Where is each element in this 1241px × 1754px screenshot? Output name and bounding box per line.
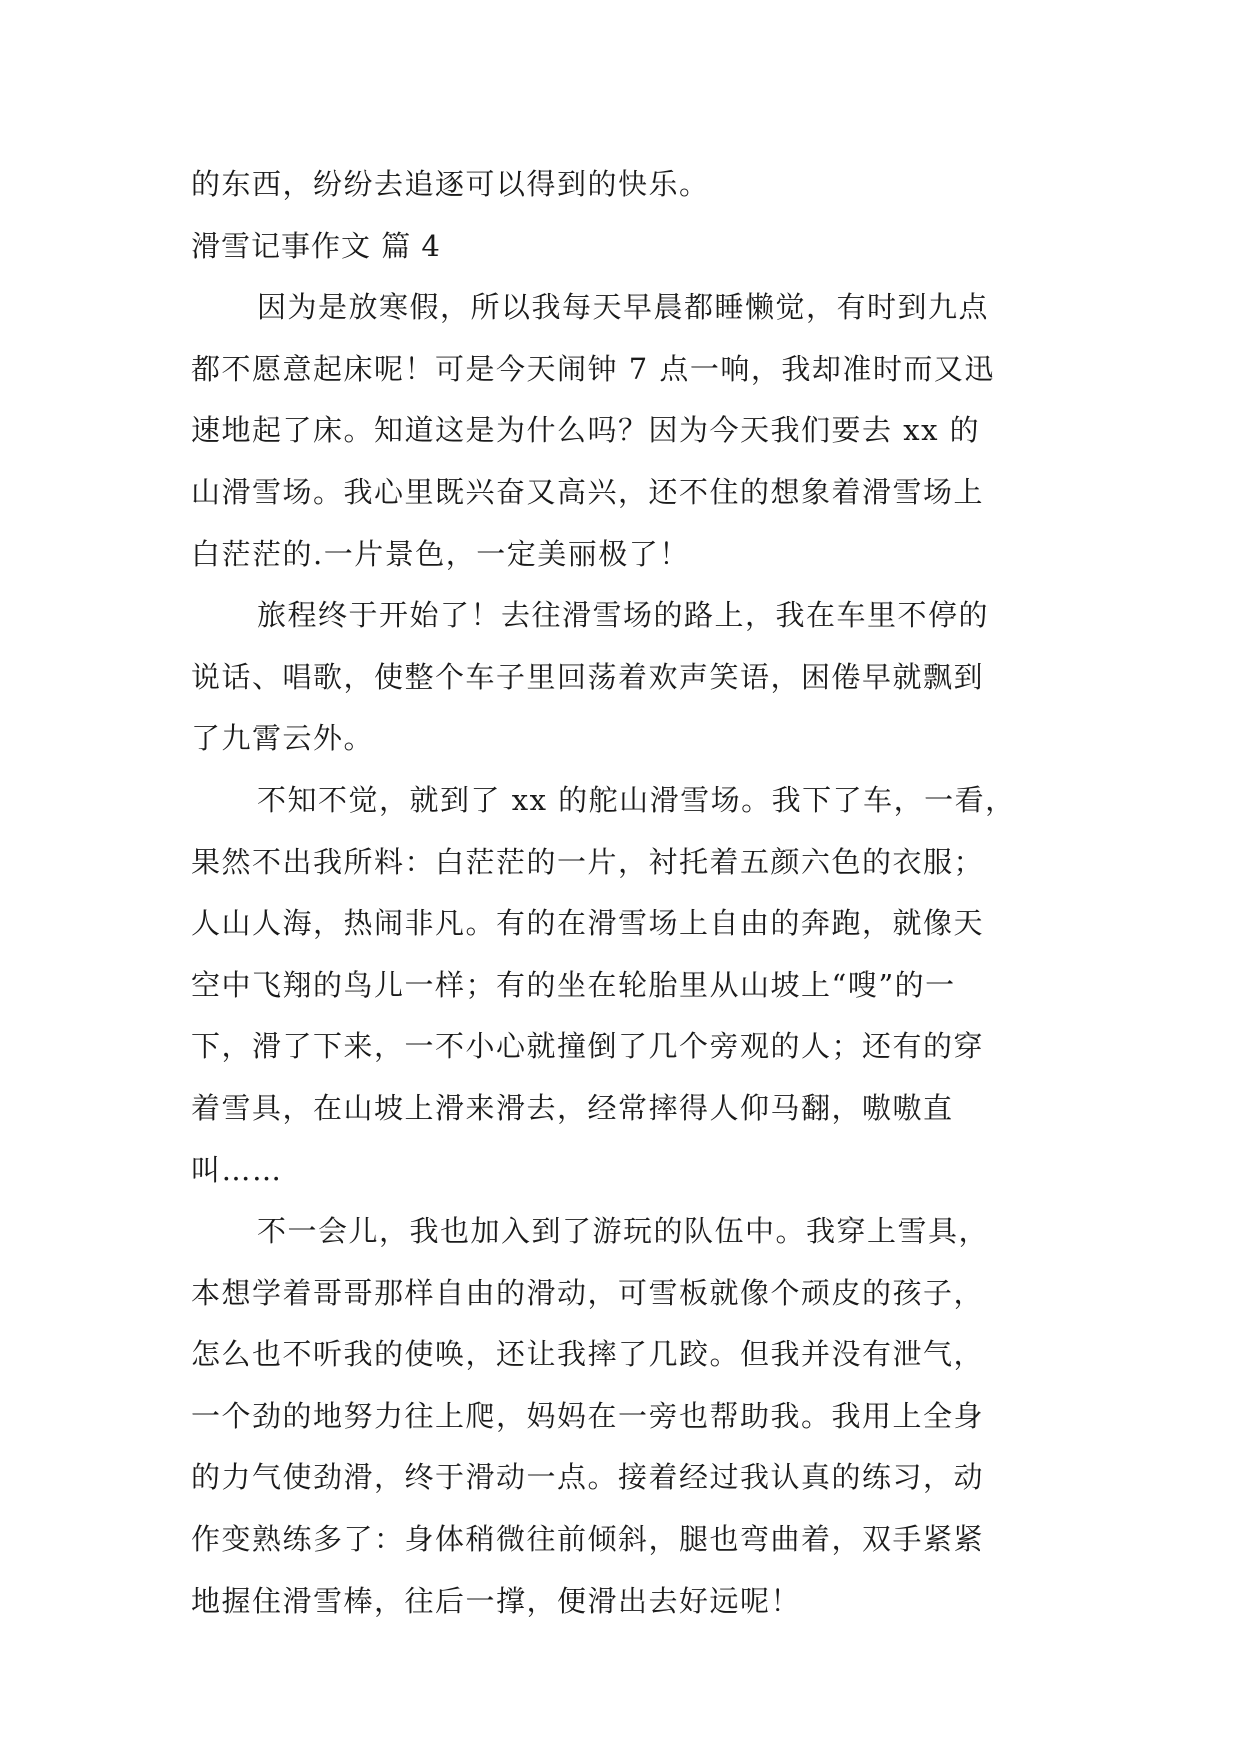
text-line: 白茫茫的.一片景色，一定美丽极了！ — [191, 536, 690, 571]
document-body — [191, 154, 1051, 1632]
paragraph-first-line: 不一会儿，我也加入到了游玩的队伍中。我穿上雪具， — [257, 1214, 990, 1249]
text-line: 本想学着哥哥那样自由的滑动，可雪板就像个顽皮的孩子， — [191, 1275, 985, 1310]
text-line: 怎么也不听我的使唤，还让我摔了几跤。但我并没有泄气， — [191, 1337, 985, 1372]
text-line: 叫…… — [191, 1152, 283, 1187]
text-line: 空中飞翔的鸟儿一样；有的坐在轮胎里从山坡上“嗖”的一 — [191, 967, 956, 1002]
text-line: 一个劲的地努力往上爬，妈妈在一旁也帮助我。我用上全身 — [191, 1398, 985, 1433]
text-line: 地握住滑雪棒，往后一撑，便滑出去好远呢！ — [191, 1583, 802, 1618]
text-line: 了九霄云外。 — [191, 721, 375, 756]
text-line: 作变熟练多了：身体稍微往前倾斜，腿也弯曲着，双手紧紧 — [191, 1522, 985, 1557]
text-line: 速地起了床。知道这是为什么吗？因为今天我们要去 xx 的 — [191, 413, 981, 448]
paragraph-first-line: 不知不觉，就到了 xx 的舵山滑雪场。我下了车，一看， — [257, 782, 1016, 817]
paragraph-first-line: 旅程终于开始了！去往滑雪场的路上，我在车里不停的 — [257, 598, 990, 633]
text-line: 果然不出我所料：白茫茫的一片，衬托着五颜六色的衣服； — [191, 844, 985, 879]
text-line: 山滑雪场。我心里既兴奋又高兴，还不住的想象着滑雪场上 — [191, 474, 985, 509]
paragraph-first-line: 因为是放寒假，所以我每天早晨都睡懒觉，有时到九点 — [257, 290, 990, 325]
text-line: 下，滑了下来，一不小心就撞倒了几个旁观的人；还有的穿 — [191, 1029, 985, 1064]
text-line: 人山人海，热闹非凡。有的在滑雪场上自由的奔跑，就像天 — [191, 906, 985, 941]
text-line: 着雪具，在山坡上滑来滑去，经常摔得人仰马翻，嗷嗷直 — [191, 1090, 954, 1125]
text-line: 的东西，纷纷去追逐可以得到的快乐。 — [191, 167, 710, 201]
section-heading: 滑雪记事作文 篇 4 — [191, 228, 441, 263]
text-line: 都不愿意起床呢！可是今天闹钟 7 点一响，我却准时而又迅 — [191, 351, 995, 386]
text-line: 的力气使劲滑，终于滑动一点。接着经过我认真的练习，动 — [191, 1460, 985, 1495]
text-line: 说话、唱歌，使整个车子里回荡着欢声笑语，困倦早就飘到 — [191, 659, 985, 694]
